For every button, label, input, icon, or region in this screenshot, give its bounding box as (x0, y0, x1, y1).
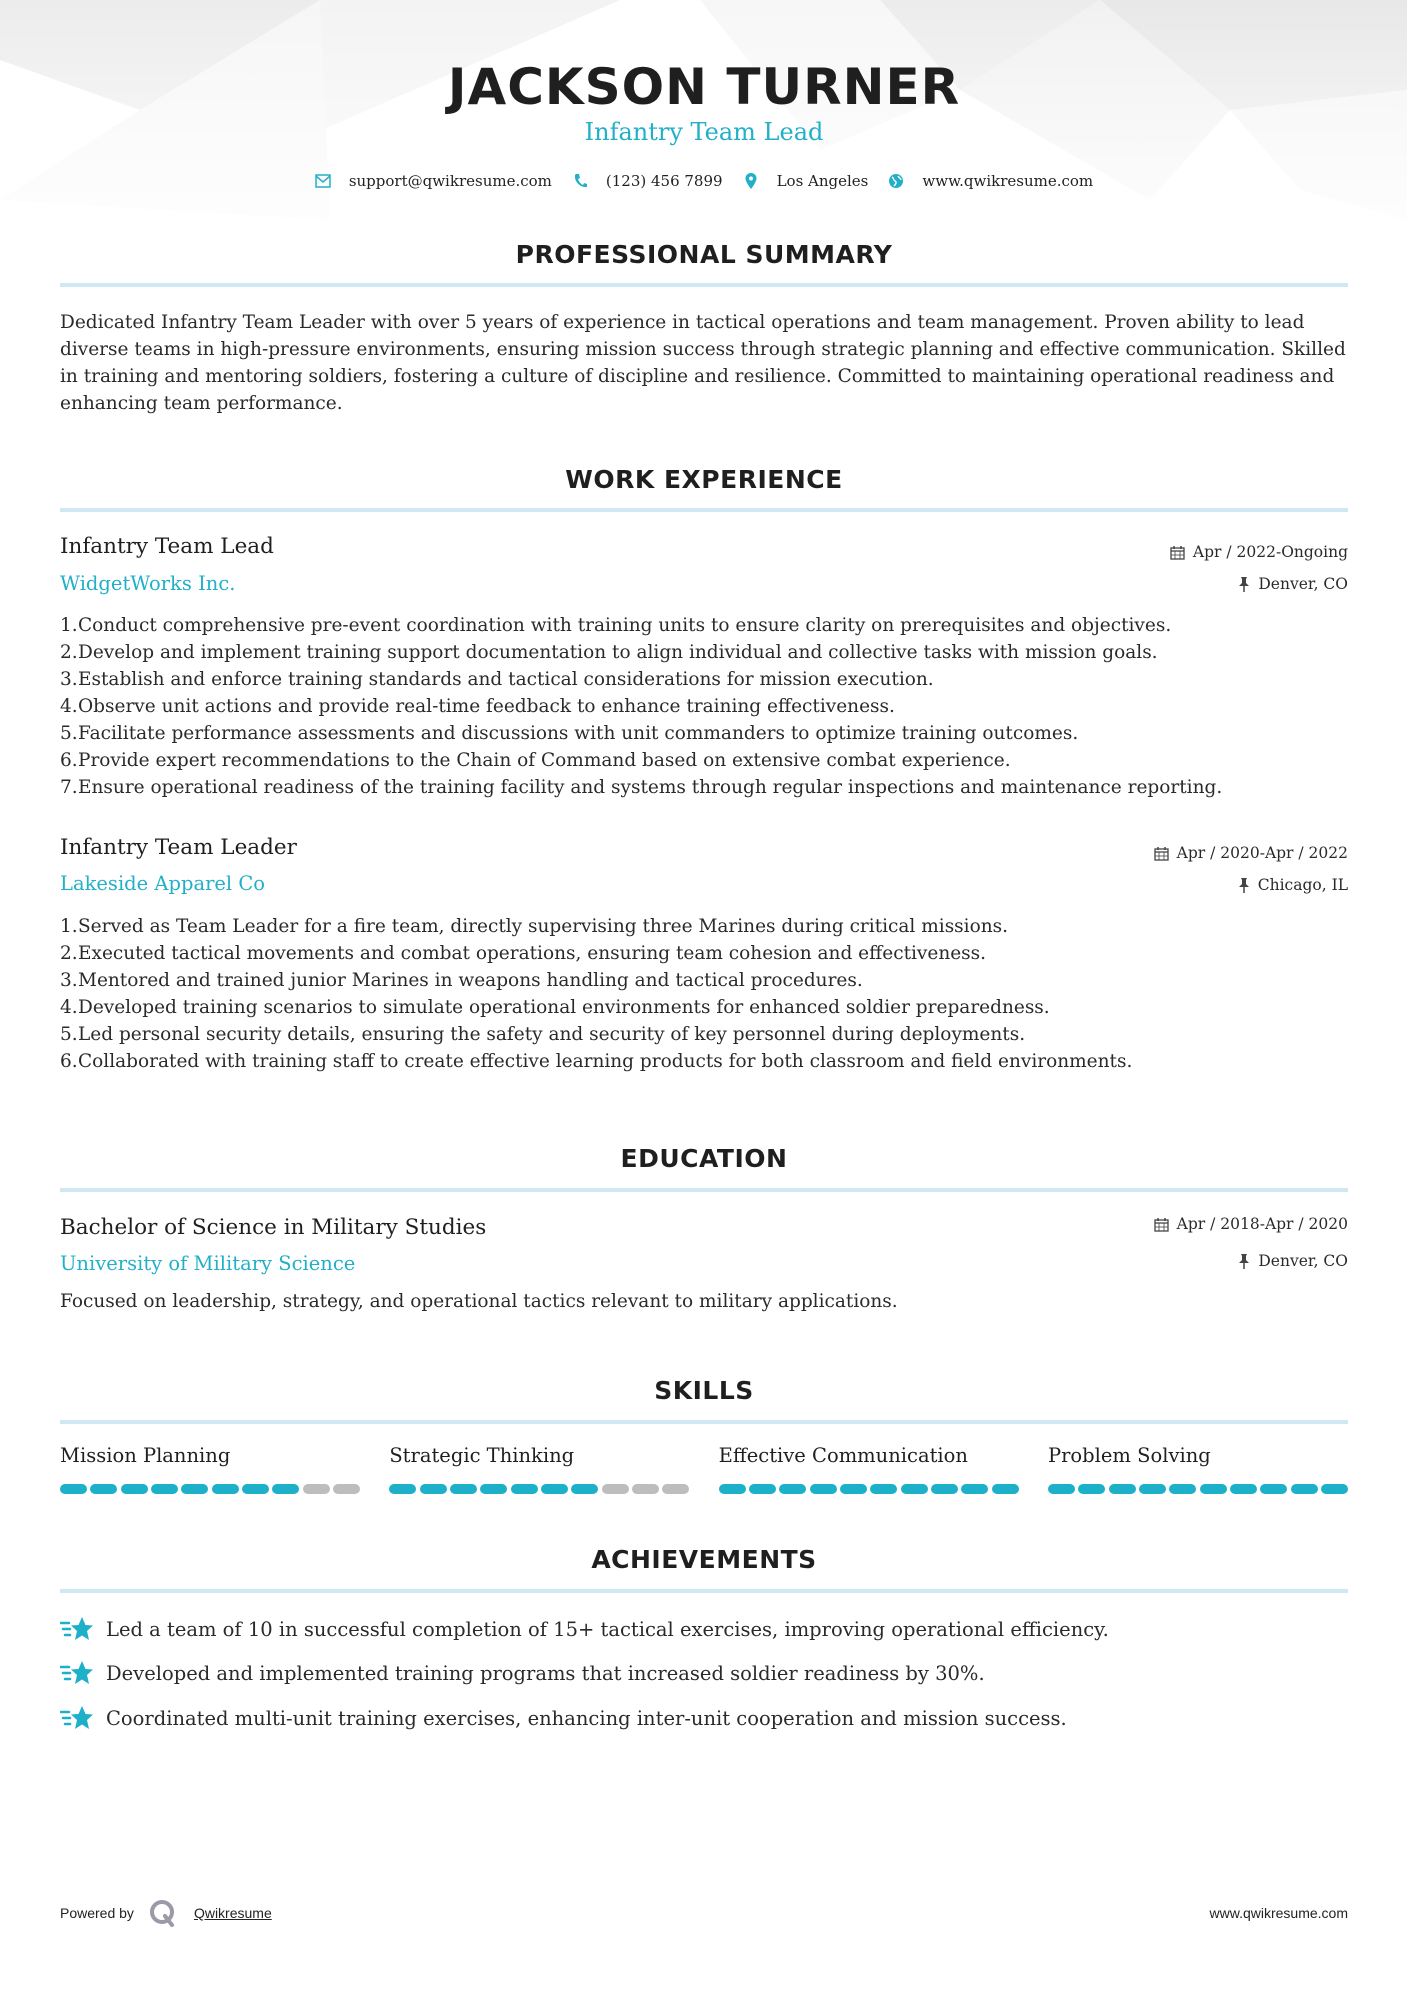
section-title-summary: PROFESSIONAL SUMMARY (515, 240, 893, 269)
star-icon (60, 1658, 94, 1688)
powered-by-label: Powered by (60, 1905, 134, 1921)
skill-segment (632, 1484, 659, 1494)
bullet-item: 7. Ensure operational readiness of the training facility and systems through regular inspections and maintenance reporting. (60, 777, 1223, 798)
skill-label: Problem Solving (1047, 1444, 1211, 1467)
job-dates (1170, 543, 1348, 561)
qwikresume-logo-icon (148, 1898, 178, 1928)
calendar-icon (1170, 545, 1185, 560)
skill-segment (389, 1484, 416, 1494)
contact-bar (60, 172, 1348, 190)
skills-list (60, 1444, 1348, 1494)
calendar-icon (1154, 1217, 1169, 1232)
contact-website-text: www.qwikresume.com (922, 172, 1094, 190)
contact-email[interactable] (315, 172, 552, 190)
contact-email-text: support@qwikresume.com (348, 172, 552, 190)
phone-icon (572, 173, 588, 189)
calendar-icon (1154, 846, 1169, 861)
qwikresume-link[interactable]: Qwikresume (193, 1905, 272, 1921)
globe-icon (888, 173, 904, 189)
skill-level-bar (60, 1484, 360, 1494)
footer-website[interactable]: www.qwikresume.com (1209, 1905, 1348, 1921)
skill-segment (840, 1484, 867, 1494)
job-title: Infantry Team Lead (60, 534, 274, 559)
skill-item (60, 1444, 360, 1494)
bullet-item: 1. Conduct comprehensive pre-event coordination with training units to ensure clarity on prerequisites and objectives. (60, 615, 1172, 636)
skill-segment (121, 1484, 148, 1494)
bullet-item: 2. Executed tactical movements and combat operations, ensuring team cohesion and effectiveness. (60, 943, 987, 964)
achievement-item (60, 1703, 1067, 1733)
achievement-text: Led a team of 10 in successful completion of 15+ tactical exercises, improving operational efficiency. (106, 1617, 1109, 1641)
skill-segment (1291, 1484, 1318, 1494)
skill-segment (450, 1484, 477, 1494)
skill-segment (662, 1484, 689, 1494)
skill-label: Strategic Thinking (389, 1444, 575, 1467)
skill-level-bar (719, 1484, 1019, 1494)
star-icon (60, 1703, 94, 1733)
skill-segment (1230, 1484, 1257, 1494)
skill-label: Mission Planning (60, 1444, 231, 1467)
pushpin-icon (1238, 1254, 1250, 1269)
skill-item (719, 1444, 1019, 1494)
skill-segment (961, 1484, 988, 1494)
education-location-text: Denver, CO (1258, 1252, 1348, 1270)
skill-level-bar (1048, 1484, 1348, 1494)
section-title-achievements: ACHIEVEMENTS (591, 1545, 817, 1574)
bullet-item: 5. Facilitate performance assessments and discussions with unit commanders to optimize training outcomes. (60, 723, 1079, 744)
company-name: WidgetWorks Inc. (60, 572, 236, 595)
education-location (1238, 1252, 1348, 1270)
skill-segment (272, 1484, 299, 1494)
skill-segment (60, 1484, 87, 1494)
skill-segment (901, 1484, 928, 1494)
education-dates (1154, 1215, 1348, 1233)
section-divider (60, 1589, 1348, 1593)
candidate-role: Infantry Team Lead (584, 118, 824, 146)
education-description: Focused on leadership, strategy, and operational tactics relevant to military applications. (60, 1291, 898, 1312)
skill-label: Effective Communication (718, 1444, 968, 1467)
job-bullets (60, 612, 1348, 801)
achievement-text: Coordinated multi-unit training exercises, enhancing inter-unit cooperation and mission success. (106, 1706, 1067, 1730)
candidate-name: JACKSON TURNER (447, 58, 961, 116)
skill-item (389, 1444, 689, 1494)
skill-segment (1139, 1484, 1166, 1494)
skill-segment (303, 1484, 330, 1494)
bullet-item: 5. Led personal security details, ensuring the safety and security of key personnel during deployments. (60, 1024, 1026, 1045)
achievement-item (60, 1614, 1109, 1644)
job-bullets (60, 913, 1348, 1075)
skill-segment (992, 1484, 1019, 1494)
job-title: Infantry Team Leader (60, 835, 297, 860)
skill-segment (212, 1484, 239, 1494)
skill-segment (511, 1484, 538, 1494)
skill-segment (1109, 1484, 1136, 1494)
map-pin-icon (743, 173, 759, 189)
skill-segment (810, 1484, 837, 1494)
bullet-item: 3. Establish and enforce training standards and tactical considerations for mission execution. (60, 669, 934, 690)
job-location-text: Chicago, IL (1257, 876, 1348, 894)
skill-item (1048, 1444, 1348, 1494)
job-location (1238, 876, 1348, 894)
pushpin-icon (1238, 878, 1250, 893)
skill-segment (181, 1484, 208, 1494)
summary-text: Dedicated Infantry Team Leader with over 5 years of experience in tactical operations and team management. Proven ability to lead diverse teams in high-pressure environments, ensuring mission success through strategic planning and effective communication. Skilled in training and mentoring soldiers, fostering a culture of discipline and resilience. Committed to maintaining operational readiness and enhancing team performance. (60, 312, 1346, 414)
skill-segment (1321, 1484, 1348, 1494)
section-title-education: EDUCATION (620, 1144, 788, 1173)
bullet-item: 4. Developed training scenarios to simulate operational environments for enhanced soldier preparedness. (60, 997, 1050, 1018)
degree-title: Bachelor of Science in Military Studies (60, 1215, 487, 1240)
bullet-item: 6. Provide expert recommendations to the Chain of Command based on extensive combat experience. (60, 750, 1011, 771)
bullet-item: 3. Mentored and trained junior Marines in weapons handling and tactical procedures. (60, 970, 863, 991)
skill-segment (333, 1484, 360, 1494)
section-title-skills: SKILLS (654, 1376, 754, 1405)
skill-segment (151, 1484, 178, 1494)
section-divider (60, 283, 1348, 287)
skill-segment (1048, 1484, 1075, 1494)
section-divider (60, 1188, 1348, 1192)
star-icon (60, 1614, 94, 1644)
skill-segment (242, 1484, 269, 1494)
company-name: Lakeside Apparel Co (60, 872, 266, 895)
bullet-item: 1. Served as Team Leader for a fire team, directly supervising three Marines during critical missions. (60, 916, 1009, 937)
skill-segment (931, 1484, 958, 1494)
skill-segment (602, 1484, 629, 1494)
contact-phone[interactable] (572, 172, 723, 190)
footer (60, 1898, 1348, 1928)
contact-location (743, 172, 869, 190)
job-dates (1154, 844, 1348, 862)
section-divider (60, 1420, 1348, 1424)
skill-segment (870, 1484, 897, 1494)
envelope-icon (315, 173, 331, 189)
bullet-item: 6. Collaborated with training staff to create effective learning products for both classroom and field environments. (60, 1051, 1133, 1072)
skill-segment (719, 1484, 746, 1494)
skill-level-bar (389, 1484, 689, 1494)
job-location (1238, 575, 1348, 593)
job-location-text: Denver, CO (1258, 575, 1348, 593)
skill-segment (541, 1484, 568, 1494)
bullet-item: 4. Observe unit actions and provide real-time feedback to enhance training effectiveness. (60, 696, 895, 717)
education-dates-text: Apr / 2018-Apr / 2020 (1176, 1215, 1348, 1233)
skill-segment (1078, 1484, 1105, 1494)
achievement-item (60, 1658, 985, 1688)
skill-segment (420, 1484, 447, 1494)
pushpin-icon (1238, 577, 1250, 592)
school-name: University of Military Science (60, 1252, 356, 1275)
section-divider (60, 508, 1348, 512)
skill-segment (1200, 1484, 1227, 1494)
job-dates-text: Apr / 2022-Ongoing (1192, 543, 1348, 561)
skill-segment (779, 1484, 806, 1494)
skill-segment (90, 1484, 117, 1494)
skill-segment (1169, 1484, 1196, 1494)
bullet-item: 2. Develop and implement training support documentation to align individual and collective tasks with mission goals. (60, 642, 1158, 663)
skill-segment (571, 1484, 598, 1494)
job-dates-text: Apr / 2020-Apr / 2022 (1176, 844, 1348, 862)
achievement-text: Developed and implemented training programs that increased soldier readiness by 30%. (106, 1661, 985, 1685)
contact-phone-text: (123) 456 7899 (605, 172, 723, 190)
contact-location-text: Los Angeles (776, 172, 869, 190)
skill-segment (749, 1484, 776, 1494)
powered-by (60, 1898, 272, 1928)
skill-segment (480, 1484, 507, 1494)
contact-website[interactable] (888, 172, 1093, 190)
skill-segment (1260, 1484, 1287, 1494)
section-title-experience: WORK EXPERIENCE (565, 465, 843, 494)
